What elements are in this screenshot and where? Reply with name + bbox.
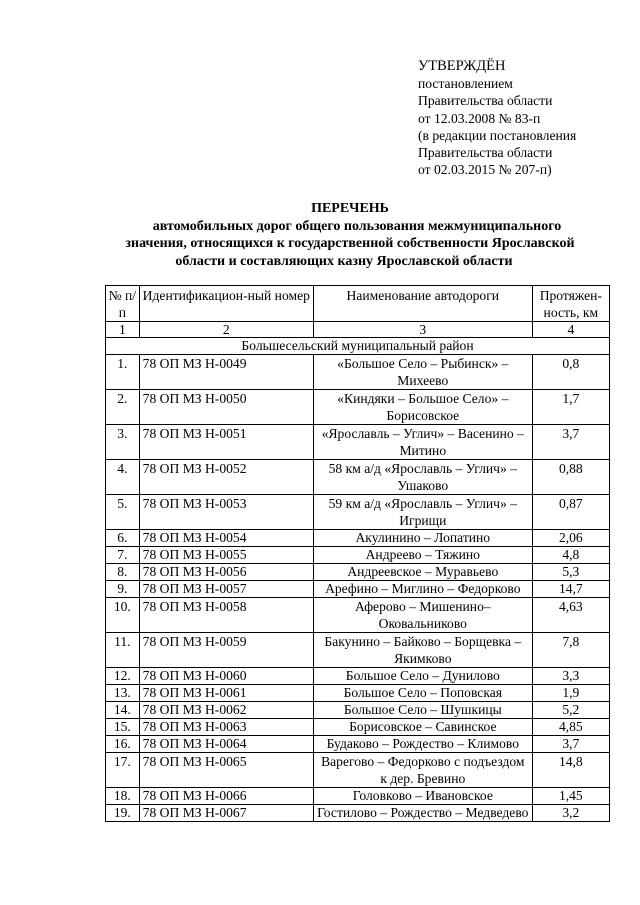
row-id: 78 ОП МЗ Н-0061 [139, 685, 313, 702]
row-id: 78 ОП МЗ Н-0059 [139, 633, 313, 668]
row-no: 3. [106, 425, 140, 460]
table-row [106, 425, 610, 460]
row-length: 14,8 [532, 753, 609, 788]
row-name: 58 км а/д «Ярославль – Углич» – Ушаково [313, 460, 532, 495]
row-length: 5,3 [532, 564, 609, 581]
row-length: 0,88 [532, 460, 609, 495]
row-name: Андреевское – Муравьево [313, 564, 532, 581]
row-name: Большое Село – Поповская [313, 685, 532, 702]
title-line: области и составляющих казну Ярославской области [175, 253, 513, 269]
row-length: 3,2 [532, 805, 609, 822]
title-line: автомобильных дорог общего пользования межмуниципального [152, 218, 562, 234]
row-id: 78 ОП МЗ Н-0057 [139, 581, 313, 598]
row-id: 78 ОП МЗ Н-0067 [139, 805, 313, 822]
approval-block [418, 58, 576, 178]
row-no: 8. [106, 564, 140, 581]
table-row [106, 460, 610, 495]
row-no: 10. [106, 598, 140, 633]
table-row [106, 702, 610, 719]
row-no: 9. [106, 581, 140, 598]
row-name: «Киндяки – Большое Село» – Борисовское [313, 390, 532, 425]
column-number: 3 [313, 322, 532, 338]
row-no: 19. [106, 805, 140, 822]
row-length: 3,3 [532, 668, 609, 685]
row-no: 14. [106, 702, 140, 719]
row-id: 78 ОП МЗ Н-0056 [139, 564, 313, 581]
column-number: 4 [532, 322, 609, 338]
row-length: 5,2 [532, 702, 609, 719]
district-row [106, 338, 610, 355]
row-name: 59 км а/д «Ярославль – Углич» – Игрищи [313, 495, 532, 530]
table-row [106, 736, 610, 753]
row-name: Гостилово – Рождество – Медведево [313, 805, 532, 822]
row-name: Аферово – Мишенино– Оковальниково [313, 598, 532, 633]
row-length: 4,8 [532, 547, 609, 564]
row-no: 16. [106, 736, 140, 753]
row-no: 13. [106, 685, 140, 702]
table-header-row [106, 286, 610, 322]
row-no: 2. [106, 390, 140, 425]
table-row [106, 719, 610, 736]
table-row [106, 495, 610, 530]
row-length: 4,85 [532, 719, 609, 736]
table-row [106, 390, 610, 425]
row-name: Варегово – Федорково с подъездом к дер. Бревино [313, 753, 532, 788]
roads-table [105, 285, 610, 822]
row-length: 2,06 [532, 530, 609, 547]
row-name: Большое Село – Дунилово [313, 668, 532, 685]
row-id: 78 ОП МЗ Н-0052 [139, 460, 313, 495]
header-length: Протяжен-ность, км [532, 286, 609, 322]
table-row [106, 547, 610, 564]
row-id: 78 ОП МЗ Н-0049 [139, 355, 313, 390]
approval-line: Правительства области [418, 93, 553, 109]
row-id: 78 ОП МЗ Н-0062 [139, 702, 313, 719]
table-row [106, 753, 610, 788]
column-number: 2 [139, 322, 313, 338]
table-row [106, 685, 610, 702]
row-name: Андреево – Тяжино [313, 547, 532, 564]
row-name: Акулинино – Лопатино [313, 530, 532, 547]
row-id: 78 ОП МЗ Н-0066 [139, 788, 313, 805]
district-name: Большесельский муниципальный район [106, 338, 610, 355]
row-name: Арефино – Миглино – Федорково [313, 581, 532, 598]
row-id: 78 ОП МЗ Н-0050 [139, 390, 313, 425]
row-length: 4,63 [532, 598, 609, 633]
row-name: Большое Село – Шушкицы [313, 702, 532, 719]
row-no: 5. [106, 495, 140, 530]
table-row [106, 598, 610, 633]
column-numbers-row [106, 322, 610, 338]
row-id: 78 ОП МЗ Н-0053 [139, 495, 313, 530]
row-name: Борисовское – Савинское [313, 719, 532, 736]
row-id: 78 ОП МЗ Н-0065 [139, 753, 313, 788]
row-id: 78 ОП МЗ Н-0063 [139, 719, 313, 736]
approval-line: Правительства области [418, 145, 553, 161]
column-number: 1 [106, 322, 140, 338]
table-row [106, 788, 610, 805]
row-name: Будаково – Рождество – Климово [313, 736, 532, 753]
header-id: Идентификацион-ный номер [139, 286, 313, 322]
row-length: 7,8 [532, 633, 609, 668]
approval-line: от 02.03.2015 № 207-п) [418, 162, 552, 178]
table-row [106, 805, 610, 822]
row-no: 7. [106, 547, 140, 564]
table-row [106, 581, 610, 598]
row-id: 78 ОП МЗ Н-0051 [139, 425, 313, 460]
row-no: 4. [106, 460, 140, 495]
row-id: 78 ОП МЗ Н-0054 [139, 530, 313, 547]
title-heading: ПЕРЕЧЕНЬ [311, 201, 389, 216]
approval-line: постановлением [418, 76, 513, 92]
table-row [106, 355, 610, 390]
row-length: 3,7 [532, 425, 609, 460]
row-no: 1. [106, 355, 140, 390]
row-length: 3,7 [532, 736, 609, 753]
row-length: 14,7 [532, 581, 609, 598]
approval-line: от 12.03.2008 № 83-п [418, 110, 541, 126]
approval-line: (в редакции постановления [418, 127, 577, 143]
row-no: 15. [106, 719, 140, 736]
row-no: 12. [106, 668, 140, 685]
table-row [106, 530, 610, 547]
table-row [106, 668, 610, 685]
row-name: Головково – Ивановское [313, 788, 532, 805]
row-no: 11. [106, 633, 140, 668]
document-title [100, 200, 600, 270]
table-row [106, 633, 610, 668]
row-no: 17. [106, 753, 140, 788]
header-name: Наименование автодороги [313, 286, 532, 322]
row-no: 18. [106, 788, 140, 805]
row-length: 1,45 [532, 788, 609, 805]
row-id: 78 ОП МЗ Н-0064 [139, 736, 313, 753]
approval-heading: УТВЕРЖДЁН [418, 58, 506, 74]
row-no: 6. [106, 530, 140, 547]
row-name: «Большое Село – Рыбинск» – Михеево [313, 355, 532, 390]
row-id: 78 ОП МЗ Н-0055 [139, 547, 313, 564]
row-name: «Ярославль – Углич» – Васенино – Митино [313, 425, 532, 460]
row-length: 1,9 [532, 685, 609, 702]
row-length: 1,7 [532, 390, 609, 425]
title-line: значения, относящихся к государственной собственности Ярославской [125, 236, 575, 251]
row-id: 78 ОП МЗ Н-0058 [139, 598, 313, 633]
table-row [106, 564, 610, 581]
row-name: Бакунино – Байково – Борщевка – Якимково [313, 633, 532, 668]
row-id: 78 ОП МЗ Н-0060 [139, 668, 313, 685]
header-no: № п/п [106, 286, 140, 322]
row-length: 0,8 [532, 355, 609, 390]
row-length: 0,87 [532, 495, 609, 530]
